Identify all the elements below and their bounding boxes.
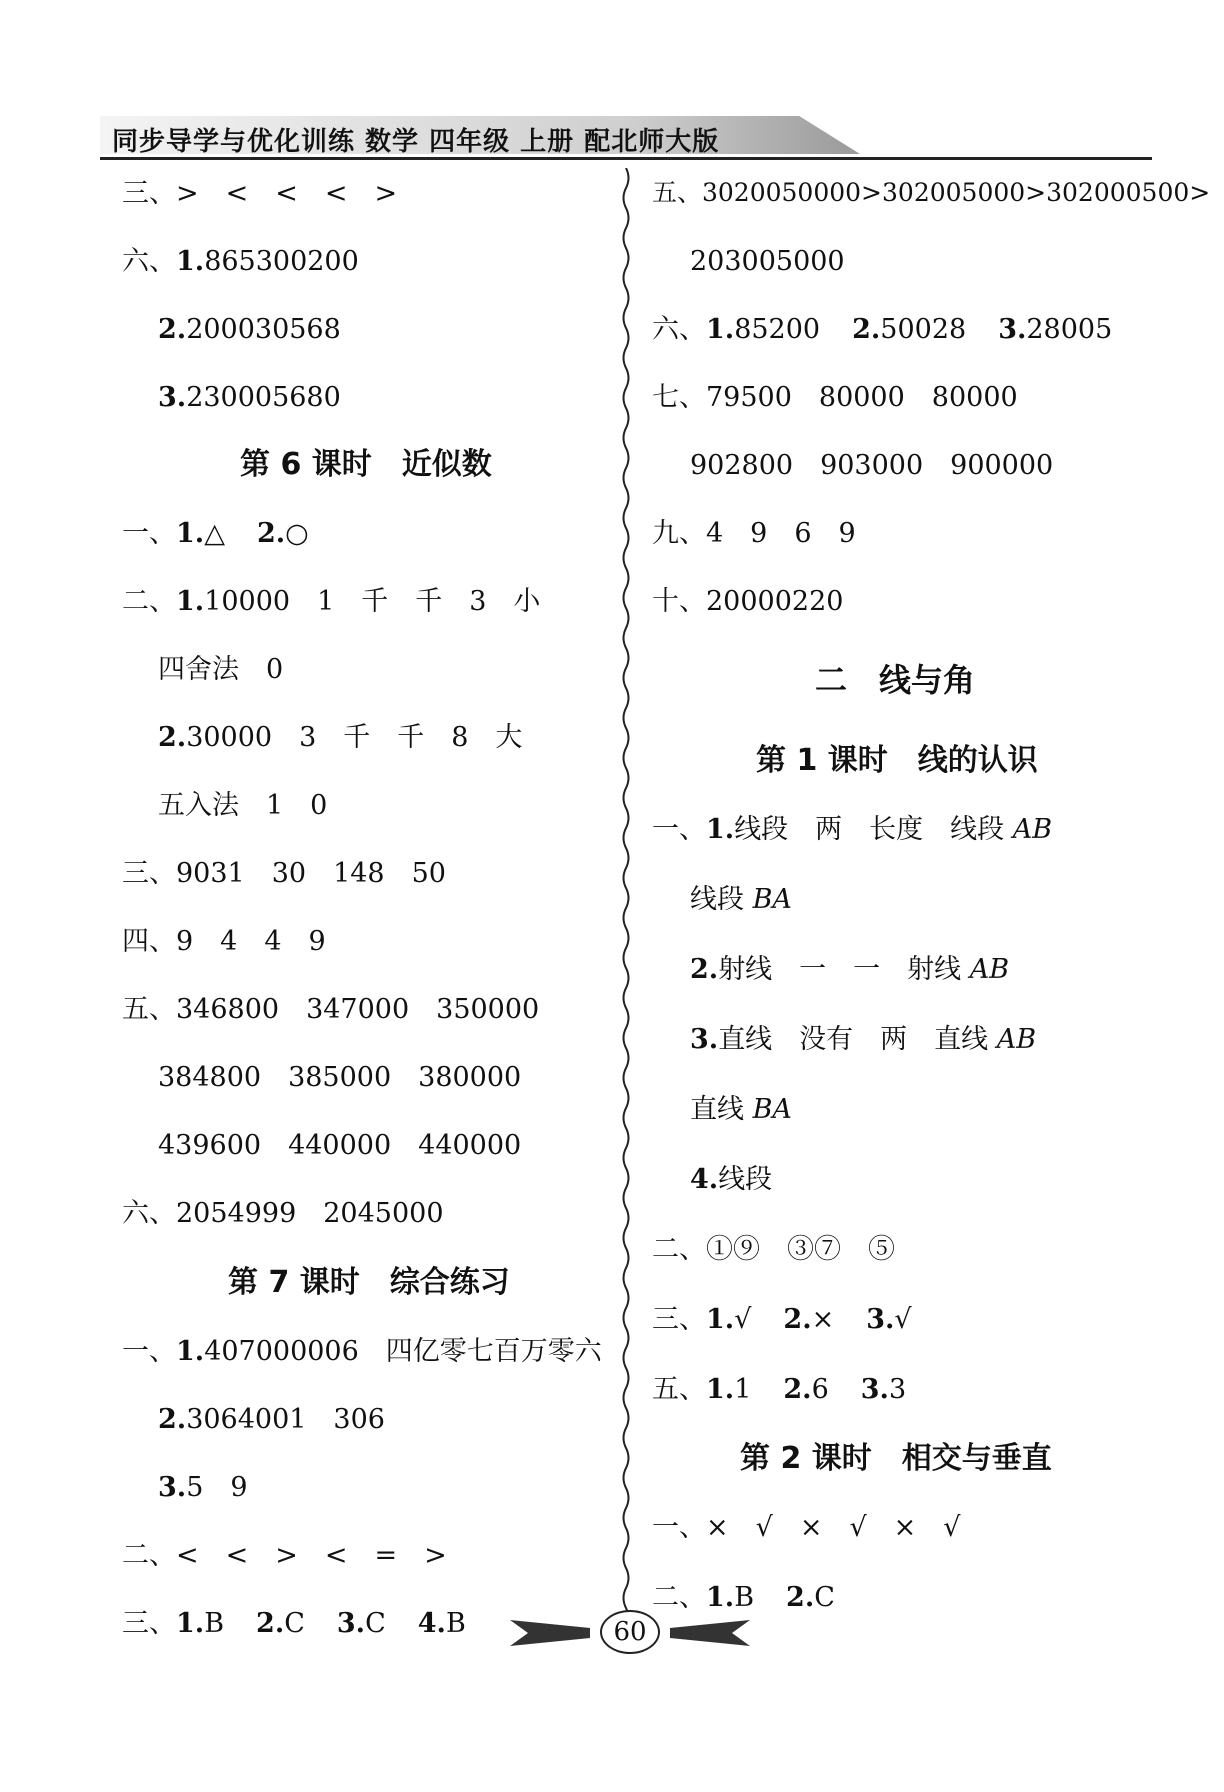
answer-line: 2.3064001 306 (158, 1404, 385, 1435)
answer-line: 一、1.407000006 四亿零七百万零六 (122, 1336, 602, 1367)
answer-line: 203005000 (690, 246, 845, 277)
column-divider (619, 168, 633, 1658)
page-footer (510, 1610, 750, 1654)
lesson-title: 第 2 课时 相交与垂直 (740, 1441, 1052, 1476)
answer-line: 六、1.865300200 (122, 246, 359, 277)
answer-line: 直线 BA (690, 1094, 792, 1125)
answer-line: 四舍法 0 (158, 654, 284, 685)
answer-line: 线段 BA (690, 884, 792, 915)
answer-line: 六、2054999 2045000 (122, 1198, 444, 1229)
answer-line: 五、346800 347000 350000 (122, 994, 540, 1025)
lesson-title: 第 1 课时 线的认识 (756, 743, 1038, 778)
page-number: 60 (600, 1610, 660, 1654)
answer-line: 3.直线 没有 两 直线 AB (690, 1024, 1037, 1055)
answer-line: 3.230005680 (158, 382, 341, 413)
answer-line: 六、1.85200 2.50028 3.28005 (652, 314, 1113, 345)
answer-line: 四、9 4 4 9 (122, 926, 326, 957)
answer-line: 384800 385000 380000 (158, 1062, 522, 1093)
answer-line: 二、1.10000 1 千 千 3 小 (122, 586, 541, 617)
answer-line: 一、1.线段 两 长度 线段 AB (652, 814, 1053, 845)
answer-line: 五入法 1 0 (158, 790, 328, 821)
answer-line: 439600 440000 440000 (158, 1130, 522, 1161)
answer-line: 七、79500 80000 80000 (652, 382, 1018, 413)
answer-line: 2.30000 3 千 千 8 大 (158, 722, 523, 753)
answer-line: 二、①⑨ ③⑦ ⑤ (652, 1234, 895, 1265)
answer-line: 二、< < > < = > (122, 1540, 447, 1571)
answer-line: 三、9031 30 148 50 (122, 858, 446, 889)
answer-line: 一、× √ × √ × √ (652, 1512, 961, 1543)
unit-title: 二 线与角 (815, 661, 976, 699)
answer-line: 902800 903000 900000 (690, 450, 1054, 481)
answer-line: 3.5 9 (158, 1472, 248, 1503)
lesson-title: 第 7 课时 综合练习 (228, 1265, 510, 1300)
answer-line: 九、4 9 6 9 (652, 518, 856, 549)
answer-line: 一、1.△ 2.○ (122, 518, 309, 549)
answer-line: 2.射线 一 一 射线 AB (690, 954, 1010, 985)
book-title: 同步导学与优化训练 数学 四年级 上册 配北师大版 (112, 127, 720, 157)
answer-line: 三、1.√ 2.× 3.√ (652, 1304, 912, 1335)
lesson-title: 第 6 课时 近似数 (240, 447, 492, 482)
answer-line: 五、3020050000>302005000>302000500> (652, 178, 1211, 207)
answer-line: 2.200030568 (158, 314, 341, 345)
answer-line: 三、> < < < > (122, 178, 398, 209)
answer-line: 4.线段 (690, 1164, 773, 1195)
answer-line: 十、20000220 (652, 586, 844, 617)
answer-line: 三、1.B 2.C 3.C 4.B (122, 1608, 466, 1639)
header-rule (100, 157, 1152, 160)
answer-line: 二、1.B 2.C (652, 1582, 835, 1613)
answer-line: 五、1.1 2.6 3.3 (652, 1374, 907, 1405)
